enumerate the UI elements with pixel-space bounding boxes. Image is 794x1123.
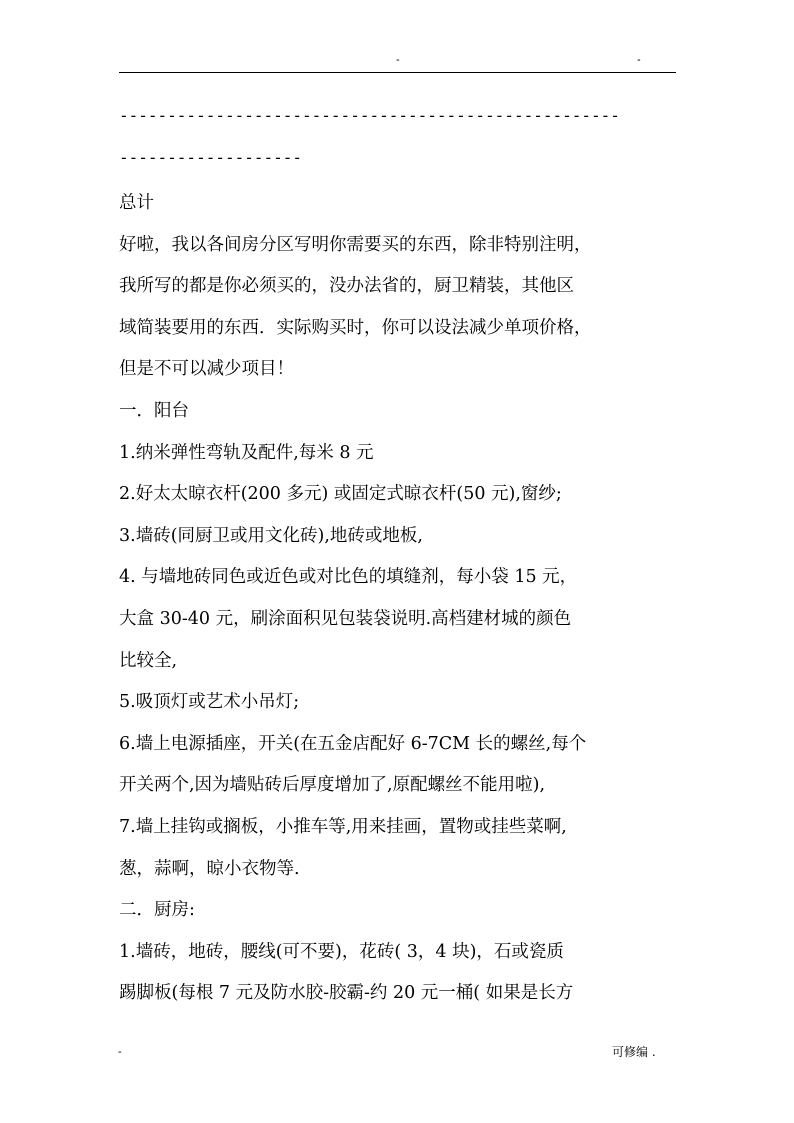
paragraph-line: 我所写的都是你必须买的，没办法省的，厨卫精装，其他区 <box>119 276 574 297</box>
divider-line-1: ---------------------------------------------------- <box>119 106 620 125</box>
section-heading-balcony: 一．阳台 <box>119 400 189 421</box>
header-rule <box>119 72 676 73</box>
list-item: 大盒 30-40 元，刷涂面积见包装袋说明.高档建材城的颜色 <box>119 608 572 629</box>
list-item: 比较全, <box>119 650 178 671</box>
paragraph-line: 好啦，我以各间房分区写明你需要买的东西，除非特别注明， <box>119 234 592 255</box>
header-mark-left: - <box>396 54 400 66</box>
list-item: 踢脚板(每根 7 元及防水胶-胶霸-约 20 元一桶( 如果是长方 <box>119 983 574 1004</box>
paragraph-line: 但是不可以减少项目！ <box>119 359 294 380</box>
footer-editable-note: 可修编 . <box>612 1045 656 1059</box>
section-heading-kitchen: 二．厨房: <box>119 900 195 921</box>
list-item: 6.墙上电源插座，开关(在五金店配好 6-7CM 长的螺丝,每个 <box>119 733 587 754</box>
list-item: 1.纳米弹性弯轨及配件,每米 8 元 <box>119 442 374 463</box>
list-item: 1.墙砖，地砖，腰线(可不要)，花砖( 3，4 块)，石或瓷质 <box>119 941 564 962</box>
list-item: 3.墙砖(同厨卫或用文化砖),地砖或地板, <box>119 525 423 546</box>
list-item: 5.吸顶灯或艺术小吊灯; <box>119 692 300 713</box>
footer-mark: - <box>118 1046 122 1058</box>
list-item: 葱，蒜啊，晾小衣物等. <box>119 858 300 879</box>
document-body <box>119 183 689 1015</box>
list-item: 4. 与墙地砖同色或近色或对比色的填缝剂，每小袋 15 元， <box>119 567 578 588</box>
list-item: 7.墙上挂钩或搁板，小推车等,用来挂画，置物或挂些菜啊, <box>119 816 567 837</box>
header-mark-right: - <box>637 54 641 66</box>
list-item: 开关两个,因为墙贴砖后厚度增加了,原配螺丝不能用啦), <box>119 775 546 796</box>
section-title-total: 总计 <box>119 193 154 213</box>
divider-line-2: ------------------- <box>119 148 303 167</box>
paragraph-line: 域简装要用的东西．实际购买时，你可以设法减少单项价格， <box>119 317 592 338</box>
list-item: 2.好太太晾衣杆(200 多元) 或固定式晾衣杆(50 元),窗纱; <box>119 484 562 505</box>
